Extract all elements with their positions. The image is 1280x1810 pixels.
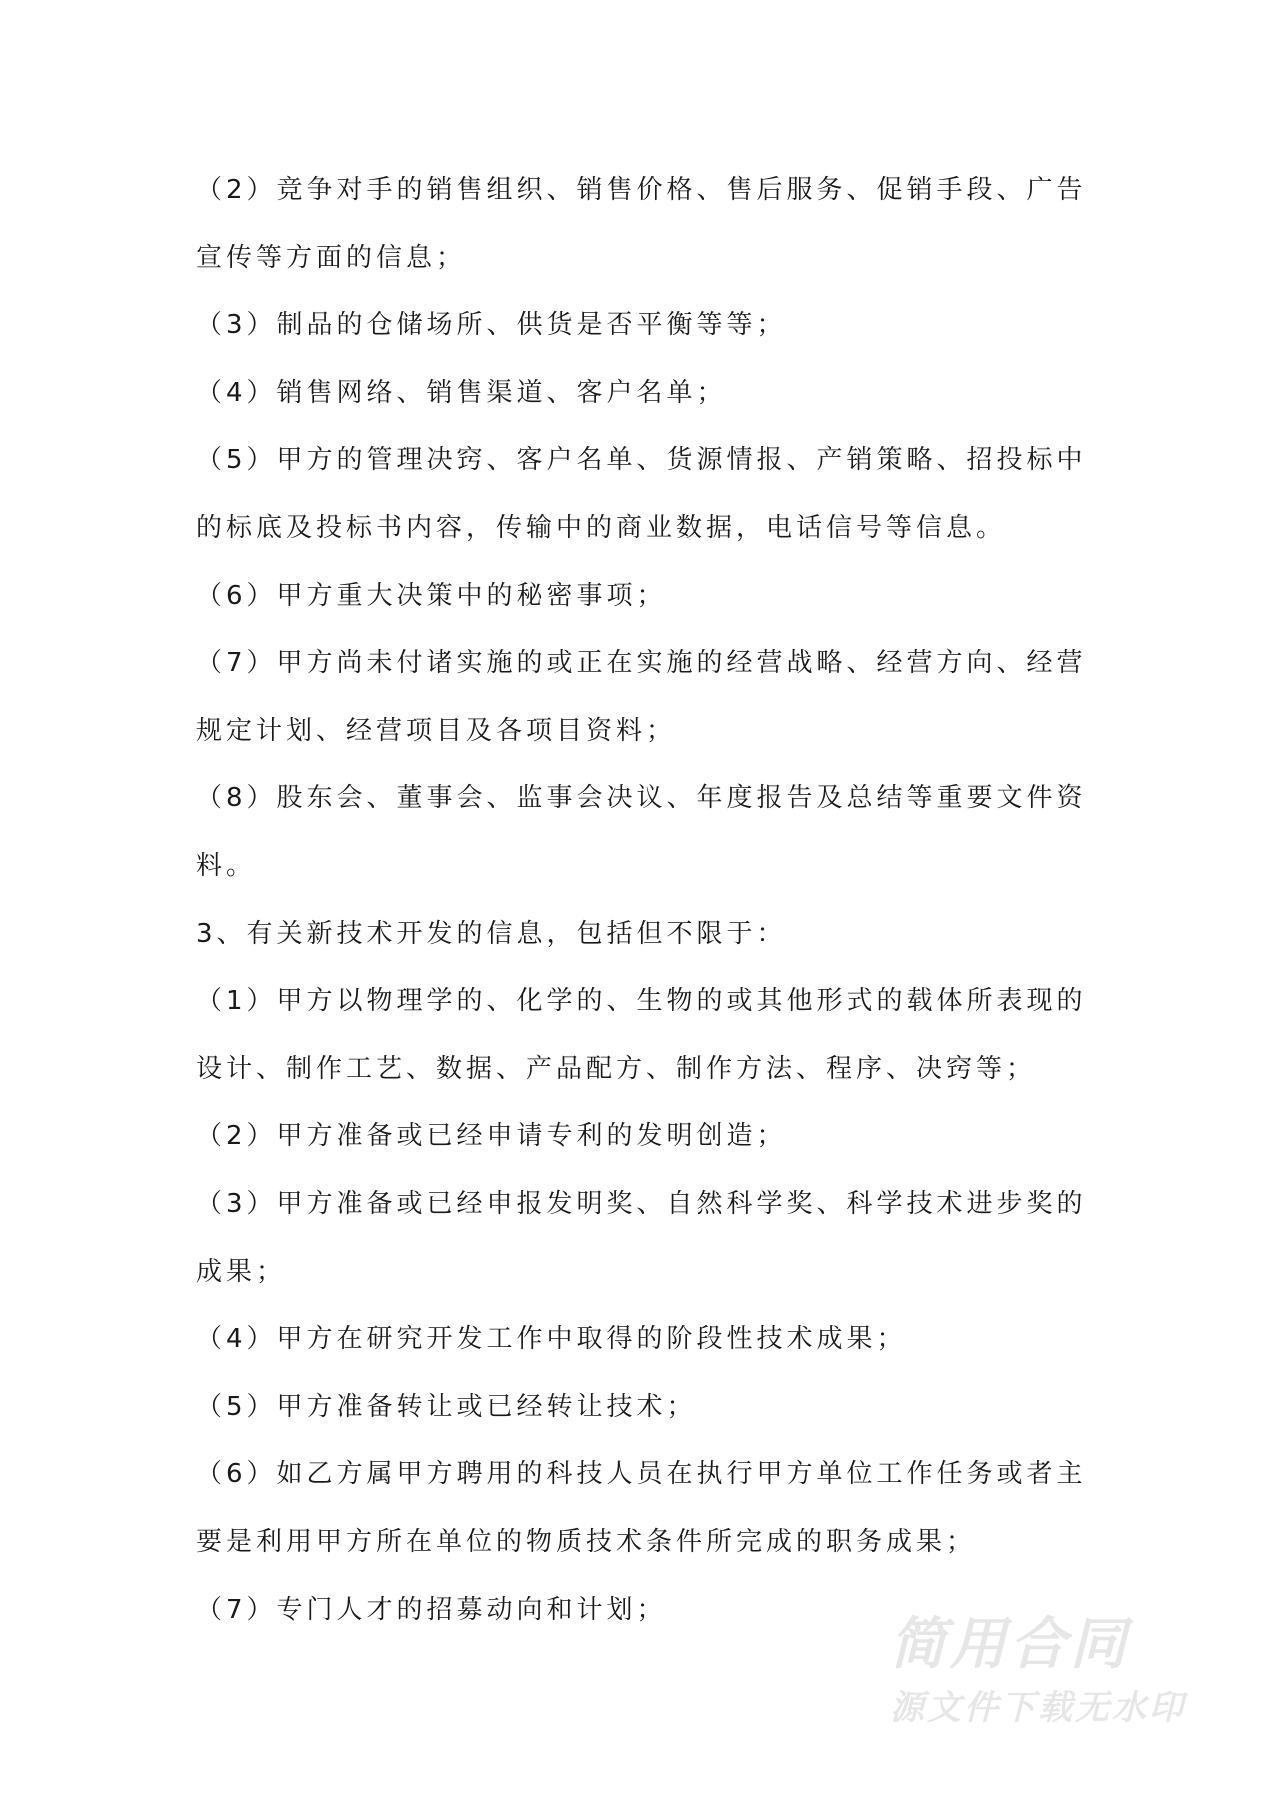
watermark-subtitle: 源文件下载无水印 — [890, 1688, 1186, 1728]
watermark-title: 简用合同 — [890, 1612, 1130, 1677]
text-line: （3）甲方准备或已经申报发明奖、自然科学奖、科学技术进步奖的 — [196, 1189, 1087, 1219]
text-line: （4）甲方在研究开发工作中取得的阶段性技术成果； — [196, 1324, 907, 1355]
text-line: （5）甲方的管理决窍、客户名单、货源情报、产销策略、招投标中 — [196, 445, 1087, 476]
text-line: （7）专门人才的招募动向和计划； — [196, 1594, 667, 1625]
text-line: 设计、制作工艺、数据、产品配方、制作方法、程序、决窍等； — [196, 1053, 1037, 1084]
text-line: （1）甲方以物理学的、化学的、生物的或其他形式的载体所表现的 — [196, 986, 1087, 1017]
text-line: （2）甲方准备或已经申请专利的发明创造； — [196, 1121, 787, 1152]
text-line: （4）销售网络、销售渠道、客户名单； — [196, 377, 727, 408]
text-line: （2）竞争对手的销售组织、销售价格、售后服务、促销手段、广告 — [196, 175, 1087, 205]
text-line: 宣传等方面的信息； — [196, 242, 467, 273]
text-line: （7）甲方尚未付诸实施的或正在实施的经营战略、经营方向、经营 — [196, 648, 1087, 679]
text-line: 要是利用甲方所在单位的物质技术条件所完成的职务成果； — [196, 1527, 977, 1557]
text-line: （8）股东会、董事会、监事会决议、年度报告及总结等重要文件资 — [196, 783, 1087, 814]
text-line: 的标底及投标书内容，传输中的商业数据，电话信号等信息。 — [196, 513, 1007, 543]
text-line: （5）甲方准备转让或已经转让技术； — [196, 1391, 697, 1422]
text-line: （3）制品的仓储场所、供货是否平衡等等； — [196, 310, 787, 341]
text-line: 规定计划、经营项目及各项目资料； — [196, 715, 677, 746]
text-line: （6）甲方重大决策中的秘密事项； — [196, 580, 667, 611]
text-line: 料。 — [196, 851, 257, 881]
text-line: 成果； — [196, 1256, 287, 1287]
text-line: 3、有关新技术开发的信息，包括但不限于： — [196, 918, 787, 949]
text-line: （6）如乙方属甲方聘用的科技人员在执行甲方单位工作任务或者主 — [196, 1459, 1087, 1490]
